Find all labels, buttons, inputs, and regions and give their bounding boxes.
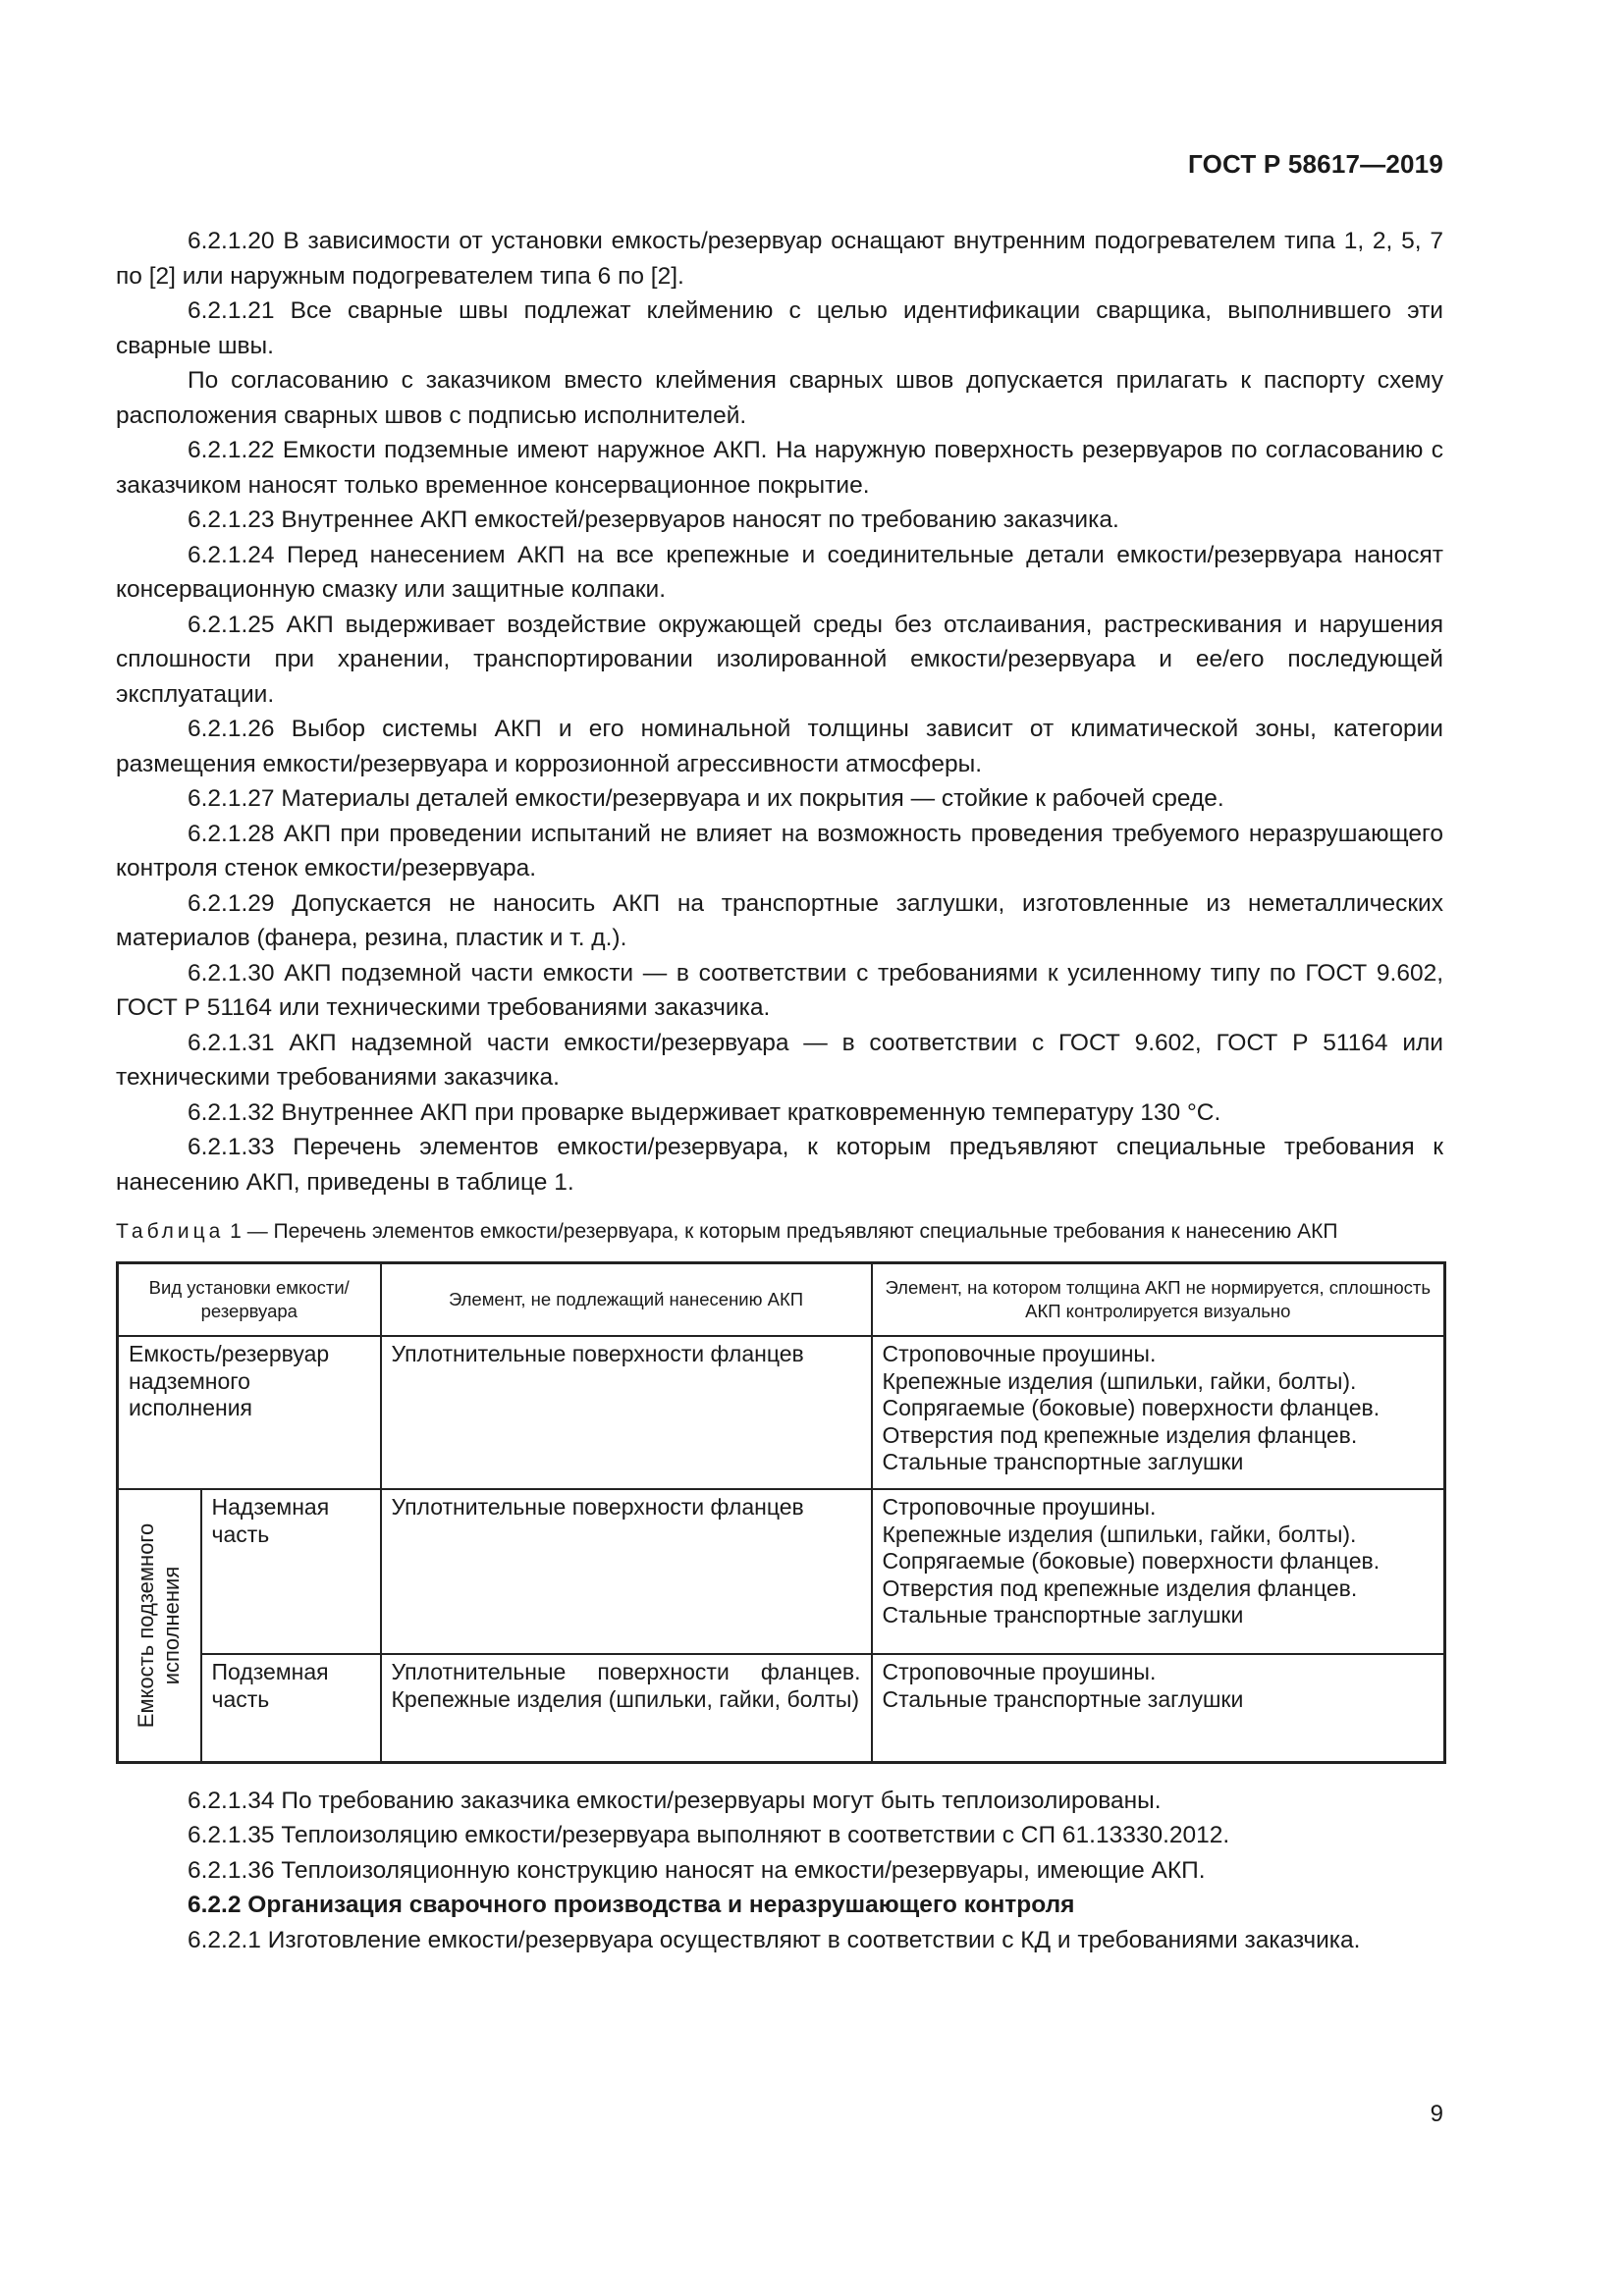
table-row [118,1654,1445,1762]
paragraph: 6.2.1.26 Выбор системы АКП и его номинальной толщины зависит от климатической зоны, категории размещения емкости/резервуара и коррозионной агрессивности атмосферы. [116,716,1443,777]
header-not-coated: Элемент, не подлежащий нанесению АКП [381,1263,872,1337]
after-table-block [116,1784,1443,1958]
paragraph: 6.2.1.20 В зависимости от установки емкость/резервуар оснащают внутренним подогревателем типа 1, 2, 5, 7 по [2] или наружным подогревателем типа 6 по [2]. [116,228,1443,290]
table-row [118,1489,1445,1654]
table-header-row [118,1263,1445,1337]
cell-not-coated: Уплотнительные поверхности фланцев [381,1489,872,1654]
document-body [116,224,1443,1957]
cell-not-coated: Уплотнительные поверхности фланцев. Крепежные изделия (шпильки, гайки, болты) [381,1654,872,1762]
header-visual-control: Элемент, на котором толщина АКП не нормируется, сплошность АКП контролируется визуально [872,1263,1445,1337]
list-item: Строповочные проушины. [882,1494,1157,1520]
list-item: Крепежные изделия (шпильки, гайки, болты). [882,1367,1357,1394]
list-item: Сопрягаемые (боковые) поверхности фланцев. [882,1395,1380,1420]
list-item: Стальные транспортные заглушки [882,1449,1244,1474]
paragraph: 6.2.1.25 АКП выдерживает воздействие окружающей среды без отслаивания, растрескивания и нарушения сплошности при хранении, транспортировании изолированной емкости/резервуара и ее/его последующей эксплуатации. [116,611,1443,708]
header-installation-type: Вид установки емкости/резервуара [118,1263,381,1337]
list-item: Стальные транспортные заглушки [882,1602,1244,1628]
list-item: Строповочные проушины. [882,1659,1157,1684]
table-caption [116,1218,1443,1246]
page-number: 9 [1430,2101,1443,2127]
paragraph: 6.2.1.36 Теплоизоляционную конструкцию наносят на емкости/резервуары, имеющие АКП. [188,1856,1206,1884]
list-item: Стальные транспортные заглушки [882,1685,1244,1712]
cell-part: Надземная часть [201,1489,381,1654]
section-heading: 6.2.2 Организация сварочного производства и неразрушающего контроля [188,1892,1075,1918]
paragraph: 6.2.1.29 Допускается не наносить АКП на транспортные заглушки, изготовленные из неметаллических материалов (фанера, резина, пластик и т. д.). [116,889,1443,951]
cell-visual-control [872,1336,1445,1489]
paragraph: 6.2.1.23 Внутреннее АКП емкостей/резервуаров наносят по требованию заказчика. [188,507,1119,533]
paragraph: 6.2.1.24 Перед нанесением АКП на все крепежные и соединительные детали емкости/резервуара наносят консервационную смазку или защитные колпаки. [116,541,1443,603]
paragraph: 6.2.1.21 Все сварные швы подлежат клеймению с целью идентификации сварщика, выполнившего эти сварные швы. [116,297,1443,359]
table-row [118,1336,1445,1489]
paragraph: 6.2.1.30 АКП подземной части емкости — в соответствии с требованиями к усиленному типу по ГОСТ 9.602, ГОСТ Р 51164 или техническими требованиями заказчика. [116,959,1443,1021]
paragraph: 6.2.1.31 АКП надземной части емкости/резервуара — в соответствии с ГОСТ 9.602, ГОСТ Р 51164 или техническими требованиями заказчика. [116,1029,1443,1091]
paragraph: 6.2.1.34 По требованию заказчика емкости/резервуары могут быть теплоизолированы. [188,1787,1162,1814]
table-caption-label: Таблица [116,1220,225,1243]
paragraph: 6.2.1.33 Перечень элементов емкости/резервуара, к которым предъявляют специальные требования к нанесению АКП, приведены в таблице 1. [116,1134,1443,1196]
list-item: Крепежные изделия (шпильки, гайки, болты). [882,1521,1357,1547]
cell-not-coated: Уплотнительные поверхности фланцев [381,1336,872,1489]
list-item: Строповочные проушины. [882,1341,1157,1366]
cell-part: Подземная часть [201,1654,381,1762]
group-label-cell [118,1489,201,1762]
paragraph: 6.2.2.1 Изготовление емкости/резервуара осуществляют в соответствии с КД и требованиями заказчика. [188,1926,1361,1953]
list-item: Отверстия под крепежные изделия фланцев. [882,1575,1358,1601]
paragraph: По согласованию с заказчиком вместо клеймения сварных швов допускается прилагать к паспорту схему расположения сварных швов с подписью исполнителей. [116,367,1443,429]
group-label: Емкость подземного исполнения [134,1522,185,1728]
cell-visual-control [872,1489,1445,1654]
list-item: Отверстия под крепежные изделия фланцев. [882,1421,1358,1448]
list-item: Сопрягаемые (боковые) поверхности фланцев. [882,1548,1380,1574]
paragraph: 6.2.1.22 Емкости подземные имеют наружное АКП. На наружную поверхность резервуаров по согласованию с заказчиком наносят только временное консервационное покрытие. [116,437,1443,499]
requirements-table [116,1261,1446,1764]
paragraph: 6.2.1.32 Внутреннее АКП при проварке выдерживает кратковременную температуру 130 °С. [188,1098,1221,1126]
table-caption-text: 1 — Перечень элементов емкости/резервуара, к которым предъявляют специальные требования к нанесению АКП [224,1220,1338,1243]
paragraph: 6.2.1.27 Материалы деталей емкости/резервуара и их покрытия — стойкие к рабочей среде. [188,785,1224,812]
document-header: ГОСТ Р 58617—2019 [1188,149,1443,179]
cell-installation-type: Емкость/резервуар надземного исполнения [118,1336,381,1489]
cell-visual-control [872,1654,1445,1762]
paragraph: 6.2.1.35 Теплоизоляцию емкости/резервуара выполняют в соответствии с СП 61.13330.2012. [188,1822,1230,1848]
paragraph: 6.2.1.28 АКП при проведении испытаний не влияет на возможность проведения требуемого неразрушающего контроля стенок емкости/резервуара. [116,820,1443,881]
